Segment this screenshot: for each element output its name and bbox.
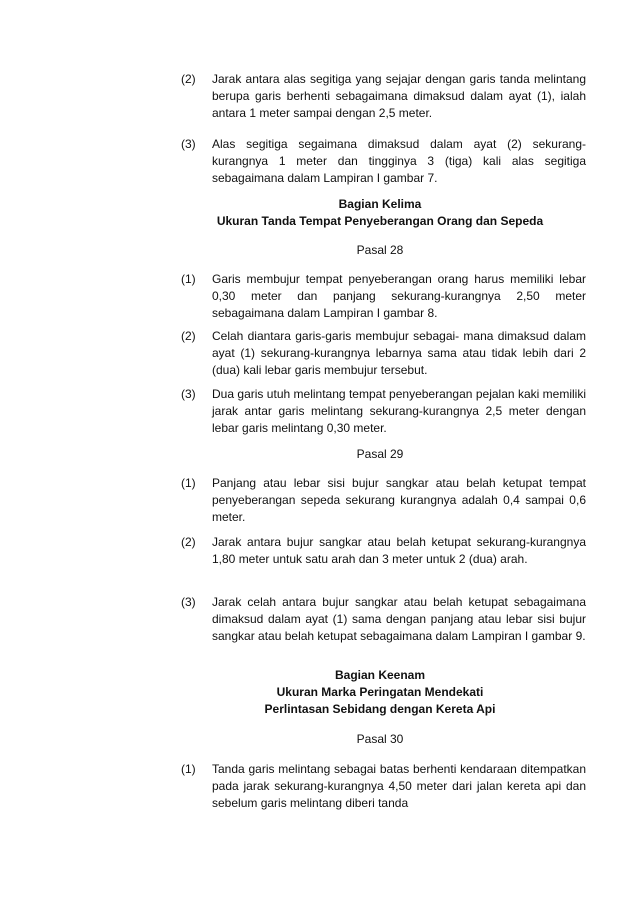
ayat-number: (1): [181, 272, 196, 286]
paragraph-pasal30-ayat1: [181, 761, 586, 812]
ayat-text: Panjang atau lebar sisi bujur sangkar atau belah ketupat tempat penyeberangan sepeda sekurang kurangnya adalah 0,4 sampai 0,6 meter.: [212, 476, 586, 524]
paragraph-pasal29-ayat3: [181, 594, 586, 645]
ayat-number: (2): [181, 72, 196, 86]
ayat-number: (3): [181, 387, 196, 401]
section-subtitle-bagian-kelima: Ukuran Tanda Tempat Penyeberangan Orang dan Sepeda: [216, 214, 544, 228]
section-subtitle-line2: Perlintasan Sebidang dengan Kereta Api: [264, 702, 496, 716]
paragraph-pasal28-ayat1: [181, 271, 586, 322]
ayat-number: (3): [181, 595, 196, 609]
ayat-number: (2): [181, 535, 196, 549]
section-title-bagian-kelima: Bagian Kelima: [338, 197, 422, 211]
paragraph-pasal27-ayat2: [181, 71, 586, 122]
paragraph-pasal29-ayat2: [181, 534, 586, 568]
pasal-29-heading: Pasal 29: [356, 447, 404, 461]
ayat-text: Celah diantara garis-garis membujur sebagai- mana dimaksud dalam ayat (1) sekurang-kurangnya lebarnya sama atau tidak lebih dari 2 (dua) kali lebar garis membujur tersebut.: [212, 329, 586, 377]
ayat-text: Garis membujur tempat penyeberangan orang harus memiliki lebar 0,30 meter dan panjang sekurang-kurangnya 2,50 meter sebagaimana dalam Lampiran I gambar 8.: [212, 272, 586, 320]
section-subtitle-line1: Ukuran Marka Peringatan Mendekati: [276, 685, 484, 699]
ayat-number: (3): [181, 137, 196, 151]
ayat-number: (1): [181, 476, 196, 490]
paragraph-pasal28-ayat2: [181, 328, 586, 379]
pasal-28-heading: Pasal 28: [356, 243, 404, 257]
pasal-30-heading: Pasal 30: [356, 732, 404, 746]
paragraph-pasal27-ayat3: [181, 136, 586, 187]
ayat-text: Alas segitiga segaimana dimaksud dalam ayat (2) sekurang-kurangnya 1 meter dan tingginya 3 (tiga) kali alas segitiga sebagaimana dalam Lampiran I gambar 7.: [212, 137, 586, 185]
ayat-number: (1): [181, 762, 196, 776]
ayat-text: Jarak celah antara bujur sangkar atau belah ketupat sebagaimana dimaksud dalam ayat (1) sama dengan panjang atau lebar sisi bujur sangkar atau belah ketupat sebagaimana dalam Lampiran I gambar 9.: [212, 595, 586, 643]
ayat-text: Dua garis utuh melintang tempat penyeberangan pejalan kaki memiliki jarak antar garis melintang sekurang-kurangnya 2,5 meter dengan lebar garis melintang 0,30 meter.: [212, 387, 586, 435]
ayat-text: Jarak antara bujur sangkar atau belah ketupat sekurang-kurangnya 1,80 meter untuk satu arah dan 3 meter untuk 2 (dua) arah.: [212, 535, 586, 566]
ayat-text: Tanda garis melintang sebagai batas berhenti kendaraan ditempatkan pada jarak sekurang-kurangnya 4,50 meter dari jalan kereta api dan sebelum garis melintang diberi tanda: [212, 762, 586, 810]
section-title-bagian-keenam: Bagian Keenam: [334, 668, 426, 682]
paragraph-pasal29-ayat1: [181, 475, 586, 526]
ayat-text: Jarak antara alas segitiga yang sejajar dengan garis tanda melintang berupa garis berhenti sebagaimana dimaksud dalam ayat (1), ialah antara 1 meter sampai dengan 2,5 meter.: [212, 72, 586, 120]
paragraph-pasal28-ayat3: [181, 386, 586, 437]
ayat-number: (2): [181, 329, 196, 343]
